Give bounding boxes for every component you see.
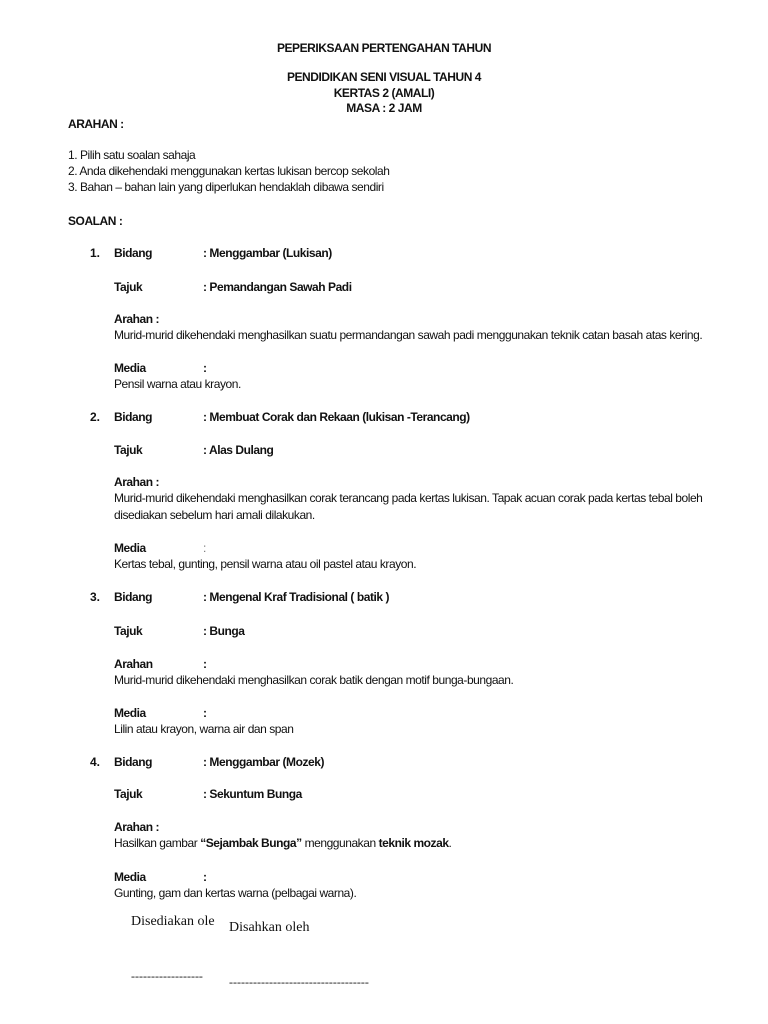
title-value: : Sekuntum Bunga [203, 787, 302, 801]
field-value: : Menggambar (Lukisan) [203, 246, 332, 260]
exam-title: PEPERIKSAAN PERTENGAHAN TAHUN [276, 41, 492, 55]
media-colon: : [203, 541, 206, 555]
question-number: 1. [90, 246, 101, 260]
task-text-suffix: . [448, 836, 452, 850]
question-number: 3. [90, 590, 101, 604]
field-label: Bidang [114, 410, 152, 424]
media-text: Gunting, gam dan kertas warna (pelbagai warna). [114, 886, 357, 900]
task-label: Arahan : [114, 475, 160, 489]
task-text: Murid-murid dikehendaki menghasilkan corak batik dengan motif bunga-bungaan. [114, 673, 514, 687]
task-text: Murid-murid dikehendaki menghasilkan corak terancang pada kertas lukisan. Tapak acuan corak pada kertas tebal boleh [114, 491, 703, 505]
question-number: 4. [90, 755, 101, 769]
title-label: Tajuk [114, 787, 143, 801]
field-value: : Membuat Corak dan Rekaan (lukisan -Terancang) [203, 410, 470, 424]
duration: MASA : 2 JAM [346, 101, 422, 115]
title-label: Tajuk [114, 443, 143, 457]
media-text: Lilin atau krayon, warna air dan span [114, 722, 294, 736]
title-label: Tajuk [114, 624, 143, 638]
task-colon: : [203, 657, 207, 671]
media-colon: : [203, 361, 207, 375]
title-value: : Alas Dulang [203, 443, 274, 457]
media-text: Pensil warna atau krayon. [114, 377, 241, 391]
field-label: Bidang [114, 246, 152, 260]
instruction-item: 1. Pilih satu soalan sahaja [68, 148, 196, 162]
media-colon: : [203, 706, 207, 720]
task-text-emphasis: “Sejambak Bunga” [200, 836, 302, 850]
title-value: : Pemandangan Sawah Padi [203, 280, 352, 294]
signature-line-left: ------------------ [131, 969, 203, 983]
instructions-heading: ARAHAN : [68, 117, 124, 131]
subject-title: PENDIDIKAN SENI VISUAL TAHUN 4 [286, 70, 482, 84]
task-label: Arahan : [114, 312, 160, 326]
media-label: Media [114, 870, 146, 884]
task-text: disediakan sebelum hari amali dilakukan. [114, 508, 315, 522]
media-label: Media [114, 706, 146, 720]
task-label: Arahan : [114, 820, 160, 834]
prepared-by-label: Disediakan ole [131, 914, 215, 929]
instruction-item: 2. Anda dikehendaki menggunakan kertas lukisan bercop sekolah [68, 164, 390, 178]
title-label: Tajuk [114, 280, 143, 294]
task-text-prefix: Hasilkan gambar [114, 836, 201, 850]
media-text: Kertas tebal, gunting, pensil warna atau oil pastel atau krayon. [114, 557, 417, 571]
task-text-technique: teknik mozak [378, 836, 449, 850]
questions-heading: SOALAN : [68, 214, 123, 228]
task-label: Arahan [114, 657, 153, 671]
task-text-middle: menggunakan [301, 836, 379, 850]
title-value: : Bunga [203, 624, 245, 638]
task-text [114, 836, 451, 850]
media-label: Media [114, 541, 146, 555]
field-label: Bidang [114, 755, 152, 769]
paper-title: KERTAS 2 (AMALI) [333, 86, 435, 100]
media-colon: : [203, 870, 207, 884]
question-number: 2. [90, 410, 101, 424]
field-label: Bidang [114, 590, 152, 604]
media-label: Media [114, 361, 146, 375]
instruction-item: 3. Bahan – bahan lain yang diperlukan hendaklah dibawa sendiri [68, 180, 384, 194]
signature-line-right: ----------------------------------- [229, 975, 369, 989]
approved-by-label: Disahkan oleh [229, 920, 310, 935]
field-value: : Menggambar (Mozek) [203, 755, 325, 769]
task-text: Murid-murid dikehendaki menghasilkan suatu permandangan sawah padi menggunakan teknik catan basah atas kering. [114, 328, 703, 342]
field-value: : Mengenal Kraf Tradisional ( batik ) [203, 590, 390, 604]
